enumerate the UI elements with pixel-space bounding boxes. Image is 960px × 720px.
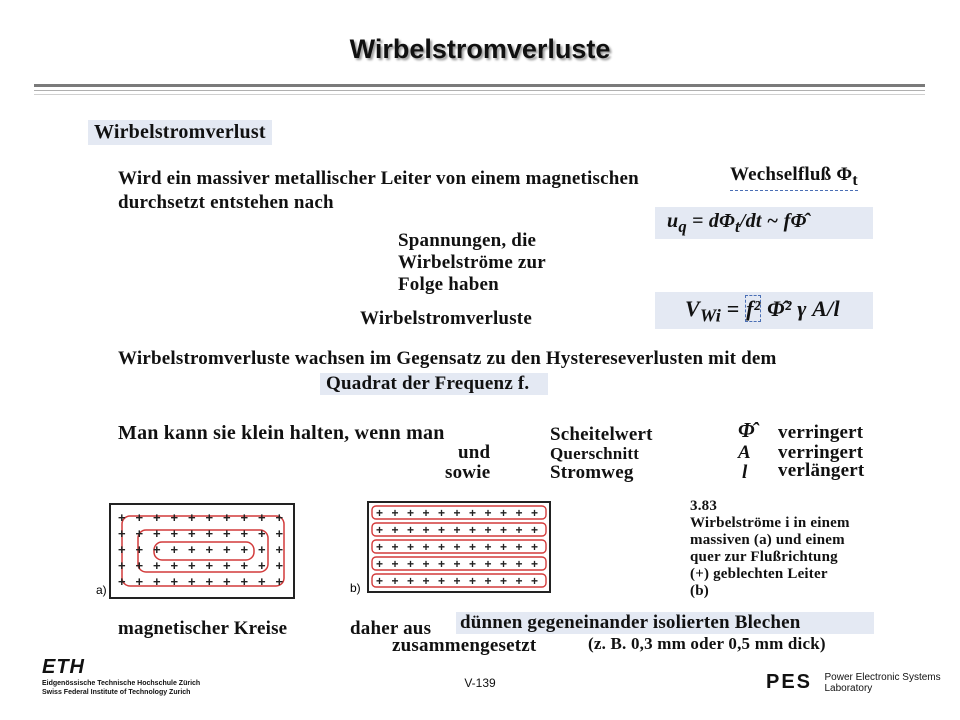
plus-mark: + (170, 526, 179, 541)
plus-mark: + (515, 574, 523, 588)
plus-mark: + (258, 558, 266, 573)
plus-mark: + (531, 506, 539, 520)
figure-a (96, 500, 306, 610)
plus-mark: + (515, 523, 523, 537)
plus-mark: + (275, 510, 284, 525)
plus-mark: + (188, 542, 196, 557)
plus-mark: + (135, 526, 144, 541)
plus-mark: + (205, 542, 214, 557)
plus-mark: + (484, 540, 492, 554)
plus-mark: + (376, 506, 384, 520)
eth-logo: ETH (42, 656, 85, 678)
plus-mark: + (240, 574, 249, 589)
excerpt-magnetischer: magnetischer Kreise (118, 618, 288, 639)
plus-mark: + (438, 540, 446, 554)
plus-mark: + (205, 526, 214, 541)
plus-mark: + (515, 557, 523, 571)
excerpt-heading: Wirbelstromverlust (88, 120, 272, 145)
plus-mark: + (438, 506, 446, 520)
excerpt-scheitelwert: Scheitelwert (550, 424, 653, 445)
plus-mark: + (205, 510, 214, 525)
excerpt-duennen: dünnen gegeneinander isolierten Blechen (456, 612, 874, 634)
plus-mark: + (223, 558, 231, 573)
plus-mark: + (515, 506, 523, 520)
plus-mark: + (531, 523, 539, 537)
excerpt-line-2: durchsetzt entstehen nach (118, 192, 334, 213)
plus-mark: + (484, 574, 492, 588)
plus-mark: + (407, 523, 415, 537)
plus-mark: + (258, 526, 266, 541)
plus-mark: + (515, 540, 523, 554)
plus-mark: + (188, 526, 196, 541)
plus-mark: + (376, 574, 384, 588)
plus-mark: + (376, 523, 384, 537)
plus-mark: + (170, 558, 179, 573)
excerpt-line-1: Wird ein massiver metallischer Leiter von einem magnetischen (118, 168, 639, 189)
plus-mark: + (391, 574, 399, 588)
plus-mark: + (135, 558, 144, 573)
excerpt-zusammengesetzt: zusammengesetzt (392, 635, 537, 656)
excerpt-und: und (458, 442, 491, 463)
excerpt-spannungen: Spannungen, die Wirbelströme zur Folge haben (398, 230, 546, 295)
plus-mark: + (153, 526, 161, 541)
figure-caption: 3.83 Wirbelströme i in einem massiven (a) und einem quer zur Flußrichtung (+) geblechten Leiter (b) (690, 498, 850, 599)
plus-mark: + (118, 542, 126, 557)
plus-mark: + (118, 510, 126, 525)
page-number: V-139 (464, 676, 496, 690)
pes-branding (766, 671, 941, 694)
plus-mark: + (500, 557, 508, 571)
plus-mark: + (170, 510, 179, 525)
plus-mark: + (376, 557, 384, 571)
plus-mark: + (422, 523, 430, 537)
plus-mark: + (422, 557, 430, 571)
pes-line-1: Power Electronic Systems (824, 671, 941, 683)
plus-mark: + (118, 574, 126, 589)
plus-mark: + (469, 574, 477, 588)
plus-mark: + (422, 540, 430, 554)
symbol-phi: Φ̂ (738, 418, 755, 442)
excerpt-wachsen: Wirbelstromverluste wachsen im Gegensatz zu den Hystereseverlusten mit dem (118, 348, 777, 369)
plus-mark: + (205, 558, 214, 573)
plus-mark: + (469, 523, 477, 537)
plus-mark: + (438, 523, 446, 537)
plus-mark: + (422, 506, 430, 520)
plus-mark: + (258, 574, 266, 589)
plus-mark: + (500, 574, 508, 588)
excerpt-stromweg: Stromweg (550, 462, 634, 483)
plus-mark: + (205, 574, 214, 589)
figure-b-label: b) (350, 581, 361, 595)
plus-mark: + (391, 523, 399, 537)
plus-mark: + (223, 510, 231, 525)
plus-mark: + (500, 506, 508, 520)
plus-mark: + (391, 506, 399, 520)
pes-line-2: Laboratory (824, 682, 873, 694)
plus-mark: + (531, 557, 539, 571)
figure-b (350, 496, 555, 604)
plus-mark: + (240, 526, 249, 541)
excerpt-sowie: sowie (445, 462, 491, 483)
symbol-a: A (738, 442, 751, 463)
eth-line-1: Eidgenössische Technische Hochschule Zürich (42, 680, 201, 687)
excerpt-daher-aus: daher aus (350, 618, 432, 639)
plus-mark: + (135, 542, 144, 557)
plus-mark: + (422, 574, 430, 588)
plus-mark: + (484, 523, 492, 537)
plus-mark: + (275, 558, 284, 573)
title-rule (34, 84, 925, 87)
plus-mark: + (188, 510, 196, 525)
plus-mark: + (453, 540, 461, 554)
plus-mark: + (469, 540, 477, 554)
excerpt-man-kann: Man kann sie klein halten, wenn man (118, 422, 445, 444)
plus-mark: + (376, 540, 384, 554)
plus-mark: + (240, 510, 249, 525)
plus-mark: + (407, 540, 415, 554)
plus-mark: + (407, 506, 415, 520)
plus-mark: + (153, 542, 161, 557)
plus-mark: + (153, 574, 161, 589)
title-rule-thinner (34, 94, 925, 95)
plus-mark: + (188, 558, 196, 573)
plus-mark: + (170, 574, 179, 589)
plus-mark: + (240, 542, 249, 557)
plus-mark: + (438, 574, 446, 588)
plus-mark: + (135, 574, 144, 589)
plus-mark: + (240, 558, 249, 573)
plus-mark: + (391, 557, 399, 571)
plus-mark: + (453, 506, 461, 520)
excerpt-verringert-1: verringert (778, 422, 864, 443)
plus-mark: + (153, 510, 161, 525)
plus-mark: + (188, 574, 196, 589)
excerpt-verringert-2: verringert (778, 442, 864, 463)
plus-mark: + (391, 540, 399, 554)
plus-mark: + (453, 523, 461, 537)
plus-mark: + (118, 558, 126, 573)
plus-mark: + (438, 557, 446, 571)
formula-eddy-loss: $V_{Wi} = f^2$ Φ̂² γ A/l (655, 292, 873, 329)
plus-mark: + (500, 540, 508, 554)
plus-mark: + (407, 557, 415, 571)
excerpt-dick: (z. B. 0,3 mm oder 0,5 mm dick) (588, 634, 826, 653)
plus-mark: + (223, 574, 231, 589)
plus-mark: + (135, 510, 144, 525)
plus-mark: + (453, 574, 461, 588)
plus-mark: + (153, 558, 161, 573)
formula-induced-voltage: $u_q = d\Phi_t/dt$ ~ fΦ̂ (655, 207, 873, 239)
plus-mark: + (223, 526, 231, 541)
symbol-l: l (742, 462, 748, 483)
excerpt-wirbel-label: Wirbelstromverluste (360, 308, 532, 329)
excerpt-querschnitt: Querschnitt (550, 444, 640, 463)
plus-mark: + (469, 557, 477, 571)
plus-mark: + (484, 506, 492, 520)
plus-mark: + (258, 510, 266, 525)
excerpt-wechselfluss: Wechselfluß $\Phi_t$ (730, 164, 858, 189)
plus-mark: + (500, 523, 508, 537)
plus-mark: + (453, 557, 461, 571)
plus-mark: + (170, 542, 179, 557)
plus-mark: + (118, 526, 126, 541)
plus-mark: + (275, 574, 284, 589)
plus-mark: + (275, 542, 284, 557)
slide-title: Wirbelstromverluste (349, 34, 611, 64)
excerpt-verlaengert: verlängert (778, 460, 865, 481)
plus-mark: + (484, 557, 492, 571)
eth-line-2: Swiss Federal Institute of Technology Zurich (42, 689, 191, 696)
plus-mark: + (223, 542, 231, 557)
plus-mark: + (407, 574, 415, 588)
plus-mark: + (531, 574, 539, 588)
title-rule-thin (34, 90, 925, 91)
plus-mark: + (275, 526, 284, 541)
plus-mark: + (469, 506, 477, 520)
plus-mark: + (258, 542, 266, 557)
pes-logo: PES (766, 671, 813, 693)
figure-a-label: a) (96, 583, 107, 597)
plus-mark: + (531, 540, 539, 554)
excerpt-quadrat: Quadrat der Frequenz f. (320, 373, 548, 395)
